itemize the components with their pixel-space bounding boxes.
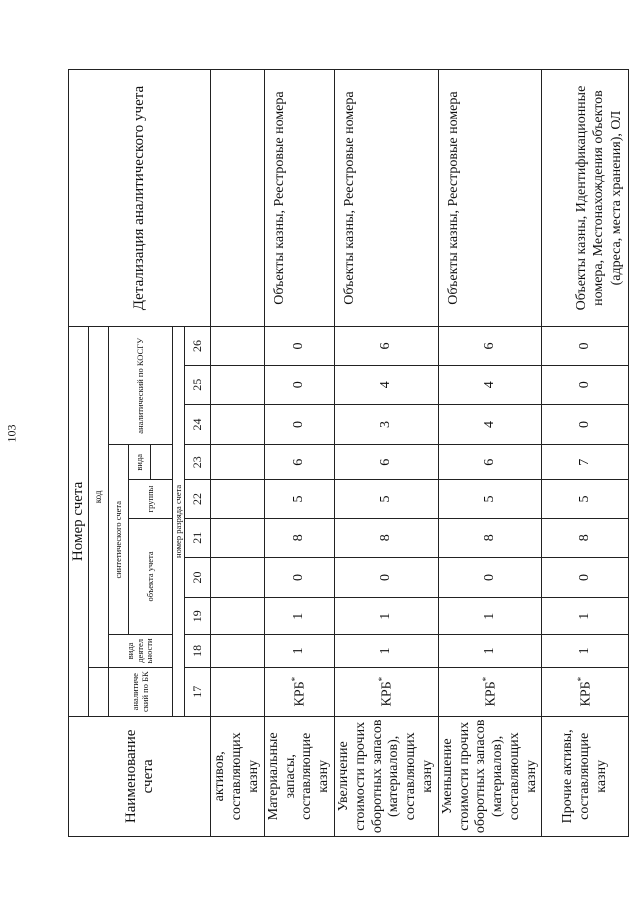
- row-name: активов, составляющих казну: [211, 716, 264, 836]
- header-digit-number: номер разряда счета: [173, 327, 185, 717]
- table-row: [211, 70, 264, 837]
- table-row: [264, 70, 334, 837]
- digit-22: 22: [185, 480, 211, 519]
- header-activity-type: вида деятел ьности: [109, 635, 173, 668]
- cell: 0: [264, 404, 334, 445]
- cell: 1: [334, 635, 438, 668]
- header-detail: Детализация аналитического учета: [69, 70, 211, 327]
- cell: 8: [542, 518, 629, 557]
- cell: 0: [542, 327, 629, 366]
- table-row: [334, 70, 438, 837]
- cell: [211, 598, 264, 635]
- cell: 5: [334, 480, 438, 519]
- digit-19: 19: [185, 598, 211, 635]
- cell: 1: [438, 598, 542, 635]
- header-kind: вида: [129, 445, 151, 480]
- cell: 7: [542, 445, 629, 480]
- header-account-name: Наименование счета: [69, 716, 211, 836]
- digit-20: 20: [185, 557, 211, 598]
- cell: [211, 635, 264, 668]
- cell: [211, 365, 264, 404]
- cell: 1: [438, 635, 542, 668]
- cell: 5: [542, 480, 629, 519]
- cell: 0: [542, 365, 629, 404]
- cell-krb: [438, 667, 542, 716]
- digit-17: 17: [185, 667, 211, 716]
- cell: 4: [438, 404, 542, 445]
- cell: 3: [334, 404, 438, 445]
- cell: [211, 518, 264, 557]
- cell: 1: [264, 635, 334, 668]
- cell: [211, 445, 264, 480]
- cell: 4: [438, 365, 542, 404]
- row-name: Прочие активы, составляющие казну: [542, 716, 629, 836]
- cell: 4: [334, 365, 438, 404]
- cell: 0: [542, 557, 629, 598]
- cell: 0: [542, 404, 629, 445]
- digit-24: 24: [185, 404, 211, 445]
- krb-mark: *: [376, 676, 387, 682]
- krb-text: КРБ: [379, 681, 395, 707]
- cell: 0: [264, 327, 334, 366]
- header-analytic-kosgu: аналитический по КОСГУ: [109, 327, 173, 445]
- row-detail: [211, 70, 264, 327]
- cell: 0: [438, 557, 542, 598]
- cell: [211, 327, 264, 366]
- cell: 6: [438, 445, 542, 480]
- cell: 5: [438, 480, 542, 519]
- cell: 0: [264, 365, 334, 404]
- cell: 5: [264, 480, 334, 519]
- row-name: Уменьшение стоимости прочих оборотных запасов (материалов), составляющих казну: [438, 716, 542, 836]
- cell: 6: [438, 327, 542, 366]
- cell: 6: [264, 445, 334, 480]
- row-name: Увеличение стоимости прочих оборотных запасов (материалов), составляющих казну: [334, 716, 438, 836]
- cell: 8: [264, 518, 334, 557]
- digit-26: 26: [185, 327, 211, 366]
- page-number: 103: [4, 424, 19, 443]
- header-spacer: [89, 667, 109, 716]
- rotated-table-container: [68, 69, 624, 837]
- krb-text: КРБ: [483, 681, 499, 707]
- krb-text: КРБ: [292, 681, 308, 707]
- row-detail: Объекты казны, Реестровые номера: [334, 70, 438, 327]
- digit-23: 23: [185, 445, 211, 480]
- header-kind-empty: [151, 445, 173, 480]
- cell: 0: [264, 557, 334, 598]
- cell: 1: [542, 635, 629, 668]
- cell: 6: [334, 327, 438, 366]
- table-row: [542, 70, 629, 837]
- row-name: Материальные запасы, составляющие казну: [264, 716, 334, 836]
- cell: 8: [334, 518, 438, 557]
- header-code: код: [89, 327, 109, 668]
- digit-18: 18: [185, 635, 211, 668]
- header-object: объекта учета: [129, 518, 173, 634]
- cell: 0: [334, 557, 438, 598]
- cell: [211, 667, 264, 716]
- header-analytic-bk: аналитиче ский по БК: [109, 667, 173, 716]
- cell: 1: [334, 598, 438, 635]
- row-detail: Объекты казны, Реестровые номера: [264, 70, 334, 327]
- cell-krb: [334, 667, 438, 716]
- cell: 6: [334, 445, 438, 480]
- header-synthetic: синтетического счета: [109, 445, 129, 635]
- krb-mark: *: [290, 676, 300, 682]
- header-account-number: Номер счета: [69, 327, 89, 717]
- row-detail: Объекты казны, Реестровые номера: [438, 70, 542, 327]
- krb-mark: *: [576, 676, 587, 682]
- cell: 8: [438, 518, 542, 557]
- cell-krb: [542, 667, 629, 716]
- header-group: группы: [129, 480, 173, 519]
- row-detail: Объекты казны, Идентификационные номера, Местонахождения объектов (адреса, места хранения), ОЛ: [542, 70, 629, 327]
- cell: [211, 404, 264, 445]
- digit-21: 21: [185, 518, 211, 557]
- cell: [211, 480, 264, 519]
- cell: [211, 557, 264, 598]
- krb-mark: *: [480, 676, 491, 682]
- table-row: [438, 70, 542, 837]
- cell: 1: [264, 598, 334, 635]
- digit-25: 25: [185, 365, 211, 404]
- accounts-table: [68, 69, 629, 837]
- krb-text: КРБ: [578, 681, 594, 707]
- cell-krb: [264, 667, 334, 716]
- cell: 1: [542, 598, 629, 635]
